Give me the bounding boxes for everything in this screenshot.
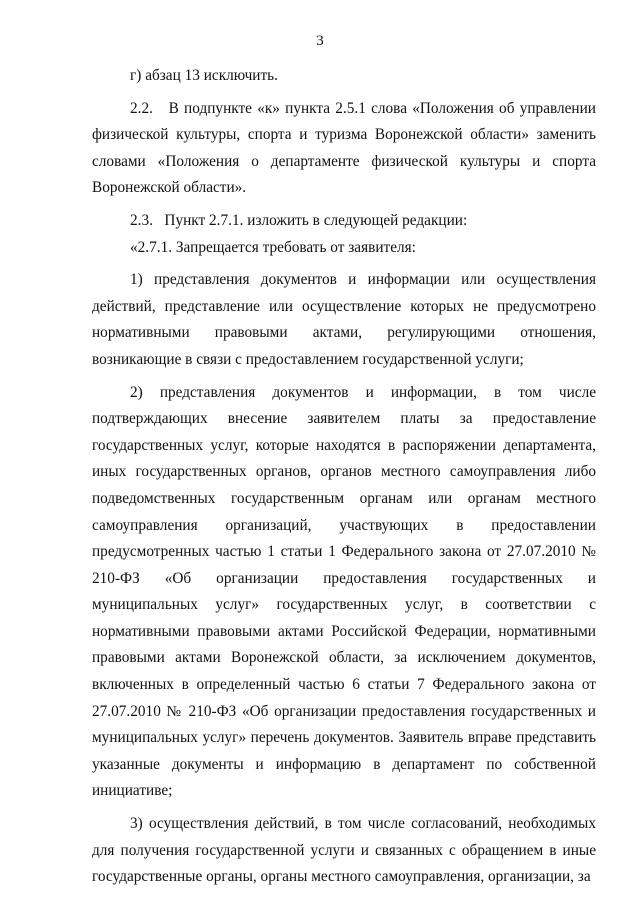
paragraph-list-item-2: 2) представления документов и информации, в том числе подтверждающих внесение заявителем платы за предоставление государственных услуг, которые находятся в распоряжении департамента, иных государственных органов, органов местного самоуправления либо подведомственных государственным органам или органам местного самоуправления организаций, участвующих в предоставлении предусмотренных частью 1 статьи 1 Федерального закона от 27.07.2010 № 210-ФЗ «Об организации предоставления государственных и муниципальных услуг» государственных услуг, в соответствии с нормативными правовыми актами Российской Федерации, нормативными правовыми актами Воронежской области, за исключением документов, включенных в определенный частью 6 статьи 7 Федерального закона от 27.07.2010 № 210-ФЗ «Об организации предоставления государственных и муниципальных услуг» перечень документов. Заявитель вправе представить указанные документы и информацию в департамент по собственной инициативе; bbox=[92, 383, 596, 800]
paragraph-2-2: 2.2. В подпункте «к» пункта 2.5.1 слова «Положения об управлении физической культуры, спорта и туризма Воронежской области» заменить словами «Положения о департаменте физической культуры и спорта Воронежской области». bbox=[92, 99, 596, 197]
page-number: 3 bbox=[316, 33, 324, 49]
document-body bbox=[92, 63, 596, 891]
paragraph-list-item-3: 3) осуществления действий, в том числе согласований, необходимых для получения государственной услуги и связанных с обращением в иные государственные органы, органы местного самоуправления, организации, за bbox=[92, 815, 596, 886]
paragraph-2-7-1-intro: «2.7.1. Запрещается требовать от заявителя: bbox=[130, 238, 416, 256]
paragraph-item-g: г) абзац 13 исключить. bbox=[130, 67, 278, 84]
paragraph-list-item-1: 1) представления документов и информации или осуществления действий, представление или осуществление которых не предусмотрено нормативными правовыми актами, регулирующими отношения, возникающие в связи с предоставлением государственной услуги; bbox=[92, 271, 596, 368]
paragraph-2-3: 2.3. Пункт 2.7.1. изложить в следующей редакции: bbox=[130, 211, 468, 229]
